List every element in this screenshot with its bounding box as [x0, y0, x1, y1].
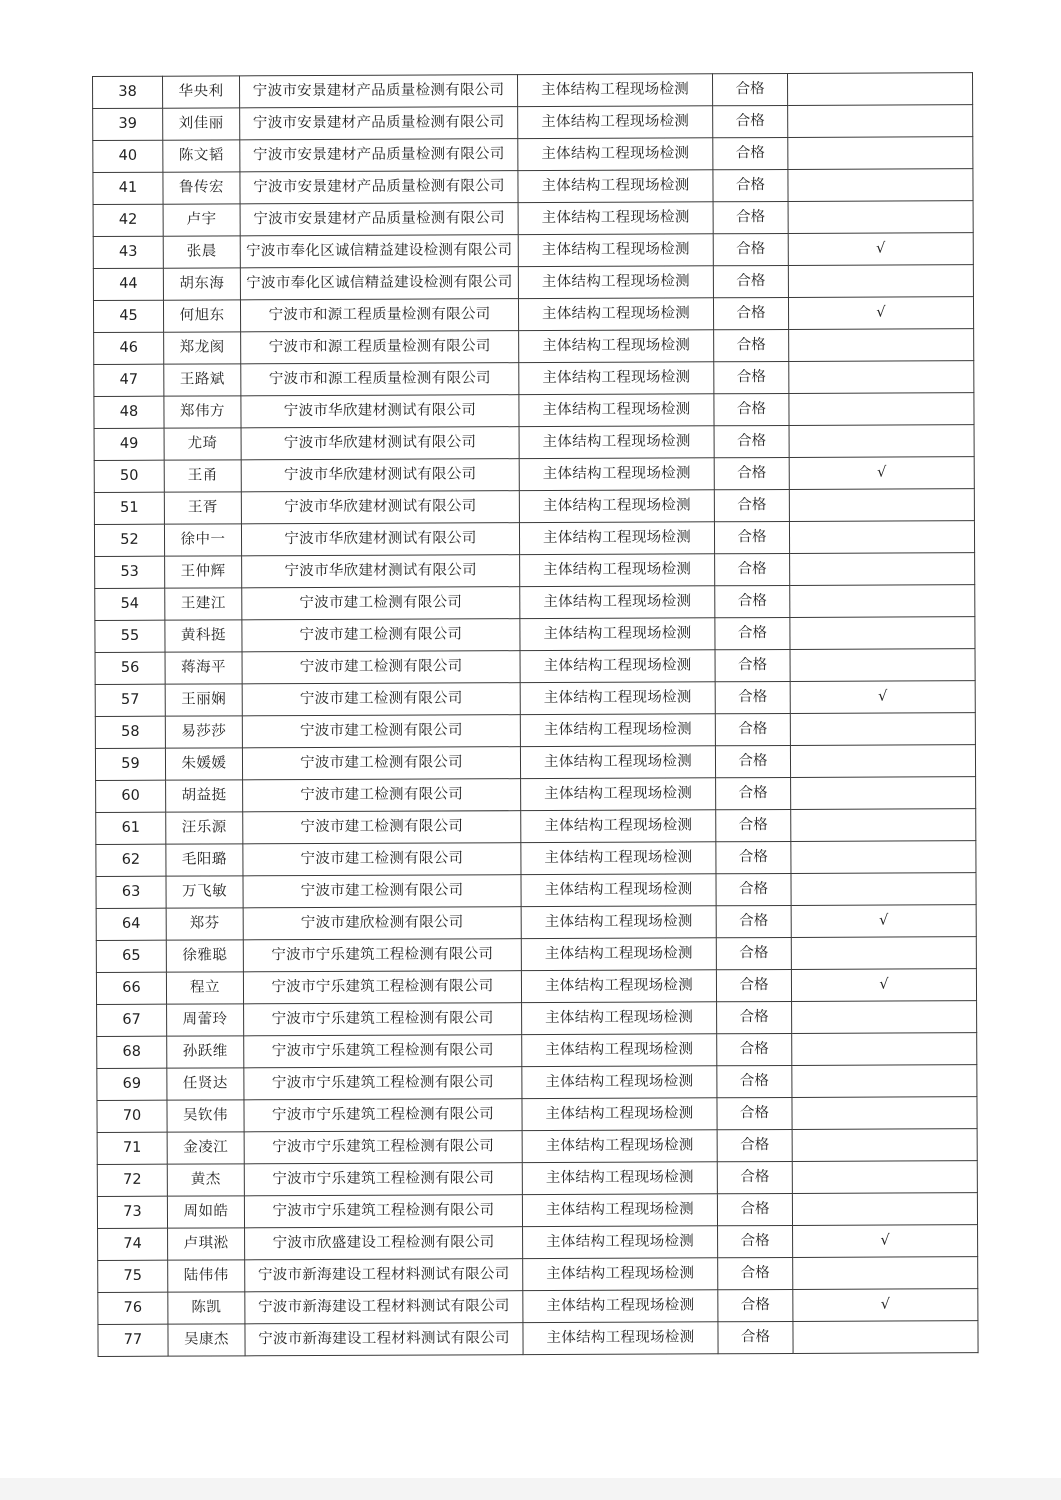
result-status: 合格	[713, 265, 788, 297]
table-row	[95, 681, 975, 717]
check-mark	[788, 169, 973, 202]
check-mark	[789, 329, 974, 362]
result-status: 合格	[716, 841, 791, 873]
row-number: 56	[95, 652, 165, 684]
person-name: 尤琦	[164, 428, 241, 460]
organization-name: 宁波市建工检测有限公司	[243, 779, 521, 812]
table-row	[93, 297, 973, 333]
result-status: 合格	[713, 105, 788, 137]
test-item: 主体结构工程现场检测	[521, 778, 716, 811]
result-status: 合格	[713, 201, 788, 233]
test-item: 主体结构工程现场检测	[522, 1194, 717, 1227]
check-mark	[793, 1257, 978, 1290]
row-number: 76	[98, 1292, 168, 1324]
test-item: 主体结构工程现场检测	[518, 138, 713, 171]
table-row	[97, 1161, 977, 1197]
row-number: 55	[95, 620, 165, 652]
result-status: 合格	[713, 137, 788, 169]
check-mark	[788, 105, 973, 138]
test-item: 主体结构工程现场检测	[519, 490, 714, 523]
person-name: 陈文韬	[163, 140, 240, 172]
row-number: 58	[95, 716, 165, 748]
test-item: 主体结构工程现场检测	[523, 1226, 718, 1259]
table-row	[98, 1225, 978, 1261]
test-item: 主体结构工程现场检测	[519, 458, 714, 491]
organization-name: 宁波市和源工程质量检测有限公司	[240, 299, 518, 332]
check-mark	[792, 1065, 977, 1098]
check-mark	[787, 73, 972, 106]
row-number: 60	[96, 780, 166, 812]
organization-name: 宁波市华欣建材测试有限公司	[241, 427, 519, 460]
row-number: 51	[94, 492, 164, 524]
test-item: 主体结构工程现场检测	[519, 426, 714, 459]
test-item: 主体结构工程现场检测	[522, 1034, 717, 1067]
organization-name: 宁波市建工检测有限公司	[242, 619, 520, 652]
result-status: 合格	[718, 1257, 793, 1289]
person-name: 周如皓	[167, 1196, 244, 1228]
check-mark	[792, 1097, 977, 1130]
person-name: 蒋海平	[165, 652, 242, 684]
check-mark	[790, 617, 975, 650]
scan-edge	[0, 1478, 1061, 1500]
row-number: 44	[93, 268, 163, 300]
person-name: 王胥	[164, 492, 241, 524]
test-item: 主体结构工程现场检测	[520, 554, 715, 587]
test-item: 主体结构工程现场检测	[519, 362, 714, 395]
person-name: 徐雅聪	[166, 940, 243, 972]
row-number: 41	[93, 172, 163, 204]
check-mark: √	[788, 297, 973, 330]
test-item: 主体结构工程现场检测	[523, 1290, 718, 1323]
row-number: 64	[96, 908, 166, 940]
test-item: 主体结构工程现场检测	[518, 170, 713, 203]
table-row	[94, 329, 974, 365]
test-item: 主体结构工程现场检测	[521, 874, 716, 907]
table-row	[97, 1001, 977, 1037]
person-name: 华央利	[163, 76, 240, 108]
organization-name: 宁波市宁乐建筑工程检测有限公司	[244, 1035, 522, 1068]
organization-name: 宁波市新海建设工程材料测试有限公司	[245, 1259, 523, 1292]
check-mark	[788, 201, 973, 234]
table-row	[98, 1289, 978, 1325]
person-name: 王仲辉	[165, 556, 242, 588]
check-mark	[793, 1321, 978, 1354]
result-status: 合格	[714, 393, 789, 425]
result-status: 合格	[717, 1001, 792, 1033]
check-mark	[792, 1033, 977, 1066]
table-row	[96, 841, 976, 877]
person-name: 王路斌	[164, 364, 241, 396]
table-row	[93, 137, 973, 173]
table-row	[94, 457, 974, 493]
check-mark: √	[789, 457, 974, 490]
results-table-body	[93, 73, 979, 1357]
table-row	[97, 1065, 977, 1101]
check-mark	[792, 1193, 977, 1226]
test-item: 主体结构工程现场检测	[518, 202, 713, 235]
check-mark	[791, 937, 976, 970]
check-mark: √	[791, 969, 976, 1002]
check-mark: √	[793, 1225, 978, 1258]
check-mark	[790, 745, 975, 778]
test-item: 主体结构工程现场检测	[522, 1098, 717, 1131]
table-row	[97, 1097, 977, 1133]
result-status: 合格	[716, 873, 791, 905]
result-status: 合格	[715, 553, 790, 585]
check-mark	[792, 1001, 977, 1034]
row-number: 63	[96, 876, 166, 908]
test-item: 主体结构工程现场检测	[518, 298, 713, 331]
person-name: 程立	[166, 972, 243, 1004]
test-item: 主体结构工程现场检测	[520, 586, 715, 619]
organization-name: 宁波市宁乐建筑工程检测有限公司	[243, 939, 521, 972]
table-row	[94, 393, 974, 429]
organization-name: 宁波市建工检测有限公司	[242, 651, 520, 684]
result-status: 合格	[713, 297, 788, 329]
table-row	[93, 201, 973, 237]
row-number: 54	[95, 588, 165, 620]
organization-name: 宁波市新海建设工程材料测试有限公司	[245, 1323, 523, 1356]
person-name: 王丽娴	[165, 684, 242, 716]
test-item: 主体结构工程现场检测	[520, 650, 715, 683]
test-item: 主体结构工程现场检测	[521, 810, 716, 843]
organization-name: 宁波市宁乐建筑工程检测有限公司	[244, 1195, 522, 1228]
table-row	[94, 521, 974, 557]
table-row	[97, 1193, 977, 1229]
organization-name: 宁波市宁乐建筑工程检测有限公司	[244, 1131, 522, 1164]
organization-name: 宁波市新海建设工程材料测试有限公司	[245, 1291, 523, 1324]
person-name: 吴钦伟	[167, 1100, 244, 1132]
person-name: 易莎莎	[165, 716, 242, 748]
test-item: 主体结构工程现场检测	[523, 1322, 718, 1355]
test-item: 主体结构工程现场检测	[519, 394, 714, 427]
organization-name: 宁波市建工检测有限公司	[243, 875, 521, 908]
table-row	[93, 169, 973, 205]
result-status: 合格	[714, 425, 789, 457]
person-name: 卢琪淞	[168, 1228, 245, 1260]
organization-name: 宁波市华欣建材测试有限公司	[242, 555, 520, 588]
row-number: 45	[93, 300, 163, 332]
table-row	[96, 937, 976, 973]
organization-name: 宁波市安景建材产品质量检测有限公司	[240, 107, 518, 140]
result-status: 合格	[714, 361, 789, 393]
row-number: 52	[94, 524, 164, 556]
row-number: 38	[93, 76, 163, 108]
table-row	[96, 873, 976, 909]
table-row	[96, 969, 976, 1005]
test-item: 主体结构工程现场检测	[523, 1258, 718, 1291]
test-item: 主体结构工程现场检测	[519, 522, 714, 555]
table-row	[94, 489, 974, 525]
test-item: 主体结构工程现场检测	[517, 74, 712, 107]
table-row	[95, 553, 975, 589]
row-number: 49	[94, 428, 164, 460]
test-item: 主体结构工程现场检测	[522, 1162, 717, 1195]
organization-name: 宁波市华欣建材测试有限公司	[241, 395, 519, 428]
test-item: 主体结构工程现场检测	[518, 234, 713, 267]
person-name: 金凌江	[167, 1132, 244, 1164]
organization-name: 宁波市安景建材产品质量检测有限公司	[240, 171, 518, 204]
result-status: 合格	[717, 1129, 792, 1161]
result-status: 合格	[716, 777, 791, 809]
person-name: 郑伟方	[164, 396, 241, 428]
person-name: 张晨	[163, 236, 240, 268]
test-item: 主体结构工程现场检测	[520, 618, 715, 651]
result-status: 合格	[714, 521, 789, 553]
table-row	[95, 713, 975, 749]
test-item: 主体结构工程现场检测	[522, 1130, 717, 1163]
test-item: 主体结构工程现场检测	[521, 906, 716, 939]
row-number: 46	[94, 332, 164, 364]
person-name: 黄杰	[167, 1164, 244, 1196]
test-item: 主体结构工程现场检测	[520, 682, 715, 715]
row-number: 69	[97, 1068, 167, 1100]
table-row	[95, 745, 975, 781]
person-name: 胡益挺	[166, 780, 243, 812]
person-name: 徐中一	[164, 524, 241, 556]
table-row	[98, 1257, 978, 1293]
check-mark: √	[793, 1289, 978, 1322]
result-status: 合格	[715, 649, 790, 681]
row-number: 65	[96, 940, 166, 972]
table-row	[96, 809, 976, 845]
table-row	[93, 265, 973, 301]
check-mark	[789, 425, 974, 458]
person-name: 朱媛媛	[165, 748, 242, 780]
result-status: 合格	[718, 1289, 793, 1321]
check-mark	[789, 489, 974, 522]
result-status: 合格	[713, 233, 788, 265]
check-mark: √	[790, 681, 975, 714]
test-item: 主体结构工程现场检测	[520, 746, 715, 779]
test-item: 主体结构工程现场检测	[519, 330, 714, 363]
row-number: 40	[93, 140, 163, 172]
row-number: 43	[93, 236, 163, 268]
person-name: 陆伟伟	[168, 1260, 245, 1292]
result-status: 合格	[717, 1161, 792, 1193]
test-item: 主体结构工程现场检测	[522, 1066, 717, 1099]
test-item: 主体结构工程现场检测	[522, 1002, 717, 1035]
check-mark	[791, 841, 976, 874]
table-row	[93, 233, 973, 269]
table-row	[97, 1129, 977, 1165]
check-mark	[790, 585, 975, 618]
row-number: 53	[95, 556, 165, 588]
row-number: 57	[95, 684, 165, 716]
row-number: 62	[96, 844, 166, 876]
table-row	[93, 73, 973, 109]
person-name: 王建江	[165, 588, 242, 620]
result-status: 合格	[715, 585, 790, 617]
table-row	[95, 649, 975, 685]
person-name: 何旭东	[163, 300, 240, 332]
person-name: 陈凯	[168, 1292, 245, 1324]
organization-name: 宁波市和源工程质量检测有限公司	[241, 363, 519, 396]
row-number: 77	[98, 1324, 168, 1356]
row-number: 68	[97, 1036, 167, 1068]
test-item: 主体结构工程现场检测	[521, 842, 716, 875]
row-number: 39	[93, 108, 163, 140]
check-mark	[792, 1161, 977, 1194]
table-row	[96, 777, 976, 813]
organization-name: 宁波市和源工程质量检测有限公司	[241, 331, 519, 364]
row-number: 59	[95, 748, 165, 780]
organization-name: 宁波市宁乐建筑工程检测有限公司	[244, 1003, 522, 1036]
person-name: 黄科挺	[165, 620, 242, 652]
check-mark: √	[788, 233, 973, 266]
person-name: 万飞敏	[166, 876, 243, 908]
organization-name: 宁波市宁乐建筑工程检测有限公司	[244, 1099, 522, 1132]
person-name: 胡东海	[163, 268, 240, 300]
result-status: 合格	[715, 745, 790, 777]
test-item: 主体结构工程现场检测	[518, 106, 713, 139]
result-status: 合格	[718, 1321, 793, 1353]
test-item: 主体结构工程现场检测	[518, 266, 713, 299]
person-name: 鲁传宏	[163, 172, 240, 204]
row-number: 47	[94, 364, 164, 396]
organization-name: 宁波市宁乐建筑工程检测有限公司	[244, 1163, 522, 1196]
check-mark	[788, 137, 973, 170]
result-status: 合格	[716, 937, 791, 969]
test-item: 主体结构工程现场检测	[521, 970, 716, 1003]
person-name: 任贤达	[167, 1068, 244, 1100]
organization-name: 宁波市建欣检测有限公司	[243, 907, 521, 940]
organization-name: 宁波市建工检测有限公司	[242, 747, 520, 780]
row-number: 73	[97, 1196, 167, 1228]
result-status: 合格	[712, 73, 787, 105]
result-status: 合格	[717, 1097, 792, 1129]
result-status: 合格	[717, 1065, 792, 1097]
table-row	[95, 585, 975, 621]
organization-name: 宁波市建工检测有限公司	[242, 587, 520, 620]
check-mark	[792, 1129, 977, 1162]
person-name: 王甬	[164, 460, 241, 492]
organization-name: 宁波市奉化区诚信精益建设检测有限公司	[240, 267, 518, 300]
result-status: 合格	[714, 489, 789, 521]
organization-name: 宁波市建工检测有限公司	[243, 843, 521, 876]
organization-name: 宁波市安景建材产品质量检测有限公司	[240, 75, 518, 108]
check-mark	[791, 809, 976, 842]
person-name: 周蕾玲	[167, 1004, 244, 1036]
test-item: 主体结构工程现场检测	[520, 714, 715, 747]
organization-name: 宁波市宁乐建筑工程检测有限公司	[243, 971, 521, 1004]
test-item: 主体结构工程现场检测	[521, 938, 716, 971]
organization-name: 宁波市建工检测有限公司	[242, 683, 520, 716]
check-mark	[791, 777, 976, 810]
organization-name: 宁波市安景建材产品质量检测有限公司	[240, 139, 518, 172]
result-status: 合格	[714, 329, 789, 361]
table-row	[94, 361, 974, 397]
table-row	[95, 617, 975, 653]
row-number: 42	[93, 204, 163, 236]
check-mark	[789, 393, 974, 426]
result-status: 合格	[714, 457, 789, 489]
result-status: 合格	[718, 1225, 793, 1257]
row-number: 61	[96, 812, 166, 844]
organization-name: 宁波市奉化区诚信精益建设检测有限公司	[240, 235, 518, 268]
person-name: 郑龙阂	[164, 332, 241, 364]
organization-name: 宁波市欣盛建设工程检测有限公司	[245, 1227, 523, 1260]
result-status: 合格	[716, 809, 791, 841]
table-row	[94, 425, 974, 461]
row-number: 75	[98, 1260, 168, 1292]
organization-name: 宁波市华欣建材测试有限公司	[241, 523, 519, 556]
row-number: 66	[96, 972, 166, 1004]
check-mark	[791, 873, 976, 906]
check-mark	[788, 265, 973, 298]
table-row	[96, 905, 976, 941]
person-name: 毛阳璐	[166, 844, 243, 876]
result-status: 合格	[716, 905, 791, 937]
person-name: 吴康杰	[168, 1324, 245, 1356]
result-status: 合格	[713, 169, 788, 201]
organization-name: 宁波市建工检测有限公司	[242, 715, 520, 748]
row-number: 71	[97, 1132, 167, 1164]
person-name: 孙跃维	[167, 1036, 244, 1068]
organization-name: 宁波市宁乐建筑工程检测有限公司	[244, 1067, 522, 1100]
row-number: 70	[97, 1100, 167, 1132]
row-number: 50	[94, 460, 164, 492]
person-name: 汪乐源	[166, 812, 243, 844]
table-row	[98, 1321, 978, 1357]
person-name: 刘佳丽	[163, 108, 240, 140]
result-status: 合格	[715, 713, 790, 745]
result-status: 合格	[715, 681, 790, 713]
organization-name: 宁波市华欣建材测试有限公司	[241, 459, 519, 492]
result-status: 合格	[716, 969, 791, 1001]
person-name: 卢宇	[163, 204, 240, 236]
result-status: 合格	[717, 1033, 792, 1065]
organization-name: 宁波市华欣建材测试有限公司	[241, 491, 519, 524]
organization-name: 宁波市建工检测有限公司	[243, 811, 521, 844]
person-name: 郑芬	[166, 908, 243, 940]
check-mark	[790, 553, 975, 586]
result-status: 合格	[717, 1193, 792, 1225]
check-mark	[789, 521, 974, 554]
row-number: 74	[98, 1228, 168, 1260]
check-mark	[790, 649, 975, 682]
check-mark: √	[791, 905, 976, 938]
result-status: 合格	[715, 617, 790, 649]
row-number: 48	[94, 396, 164, 428]
check-mark	[790, 713, 975, 746]
results-table	[92, 72, 979, 1357]
row-number: 72	[97, 1164, 167, 1196]
row-number: 67	[97, 1004, 167, 1036]
table-row	[97, 1033, 977, 1069]
organization-name: 宁波市安景建材产品质量检测有限公司	[240, 203, 518, 236]
check-mark	[789, 361, 974, 394]
table-row	[93, 105, 973, 141]
